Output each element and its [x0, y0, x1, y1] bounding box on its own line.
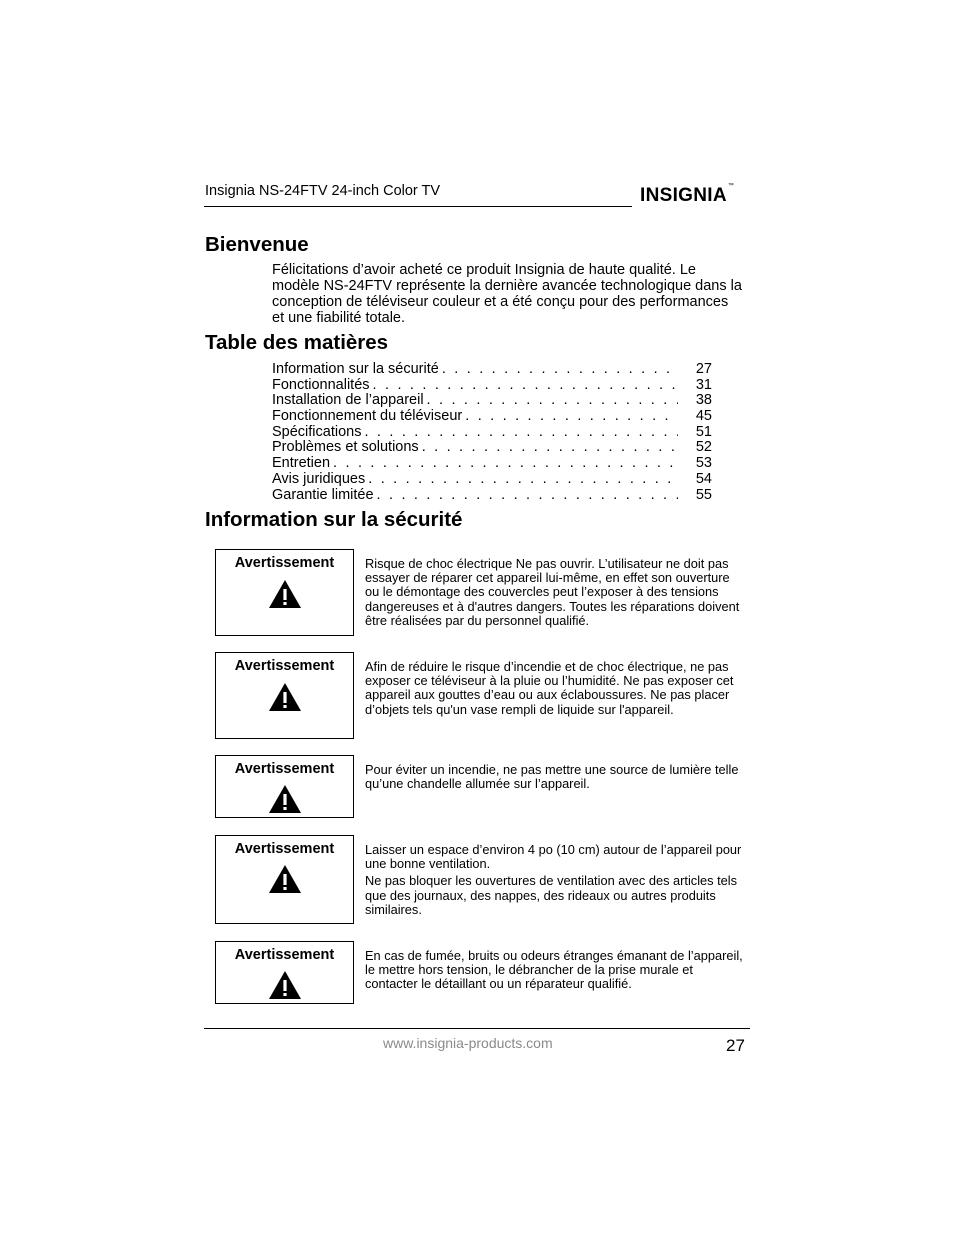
- toc-heading: Table des matières: [205, 331, 389, 354]
- warning-box: [215, 652, 354, 739]
- toc-entry-page: 52: [695, 439, 712, 456]
- warning-paragraph: Laisser un espace d’environ 4 po (10 cm) autour de l’appareil pour une bonne ventilation.: [365, 842, 742, 872]
- warning-triangle-icon: [268, 784, 302, 814]
- toc-leader-dots: [377, 488, 678, 504]
- welcome-text: Félicitations d’avoir acheté ce produit Insignia de haute qualité. Le modèle NS-24FTV représente la dernière avancée technologique dans la conception de téléviseur couleur et a été conçu pour des performances et une fiabilité totale.: [272, 262, 742, 326]
- toc-entry[interactable]: [272, 440, 712, 456]
- warning-triangle-icon: [268, 579, 302, 609]
- warning-paragraph: Ne pas bloquer les ouvertures de ventilation avec des articles tels que des journaux, des nappes, des rideaux ou autres produits similaires.: [365, 873, 738, 917]
- warning-paragraph: Pour éviter un incendie, ne pas mettre une source de lumière telle qu’une chandelle allumée sur l’appareil.: [365, 762, 739, 792]
- toc-leader-dots: [427, 393, 678, 409]
- warning-text: [365, 660, 743, 720]
- insignia-logo: [640, 185, 734, 207]
- trademark-symbol: ™: [727, 183, 735, 189]
- warning-triangle-icon: [268, 864, 302, 894]
- toc-entry-label: Installation de l’appareil: [272, 392, 424, 409]
- warning-label: Avertissement: [234, 761, 335, 777]
- warning-box: [215, 835, 354, 924]
- warning-triangle-icon: [268, 682, 302, 712]
- toc-entry-label: Entretien: [272, 455, 331, 472]
- warning-triangle-icon: [268, 970, 302, 1000]
- toc-entry[interactable]: [272, 378, 712, 394]
- header-divider: [204, 206, 632, 207]
- toc-entry-page: 51: [695, 423, 712, 440]
- warning-text: [365, 949, 743, 995]
- warning-box: [215, 755, 354, 818]
- toc-entry[interactable]: [272, 488, 712, 504]
- toc-entry[interactable]: [272, 362, 712, 378]
- warning-paragraph: Afin de réduire le risque d’incendie et de choc électrique, ne pas exposer ce téléviseur à la pluie ou l’humidité. Ne pas exposer cet appareil aux gouttes d’eau ou aux éclaboussures. Ne pas placer d’objets tels qu'un vase rempli de liquide sur l'appareil.: [365, 659, 734, 717]
- toc-leader-dots: [333, 456, 678, 472]
- toc-leader-dots: [465, 409, 678, 425]
- toc-entry-label: Spécifications: [272, 423, 362, 440]
- warning-text: [365, 843, 743, 920]
- toc-entry-label: Problèmes et solutions: [272, 439, 419, 456]
- table-of-contents: [272, 362, 712, 503]
- warning-paragraph: Risque de choc électrique Ne pas ouvrir. L’utilisateur ne doit pas essayer de réparer cet appareil lui-même, en effet son ouverture ou le démontage des couvercles peut l’exposer à des tensions dangereuses et à d'autres dangers. Toutes les réparations doivent être réalisées par du personnel qualifié.: [365, 556, 740, 628]
- warning-text: [365, 763, 743, 794]
- document-title: Insignia NS-24FTV 24-inch Color TV: [205, 183, 441, 199]
- warning-paragraph: En cas de fumée, bruits ou odeurs étranges émanant de l’appareil, le mettre hors tension, le débrancher de la prise murale et contacter le détaillant ou un réparateur qualifié.: [365, 948, 743, 992]
- brand-name: INSIGNIA: [640, 185, 727, 206]
- toc-leader-dots: [442, 362, 678, 378]
- toc-leader-dots: [368, 472, 678, 488]
- toc-leader-dots: [422, 440, 678, 456]
- toc-entry[interactable]: [272, 409, 712, 425]
- warning-box: [215, 549, 354, 636]
- warning-label: Avertissement: [234, 841, 335, 857]
- warning-text: [365, 557, 743, 631]
- warning-label: Avertissement: [234, 947, 335, 963]
- toc-leader-dots: [364, 425, 678, 441]
- toc-entry[interactable]: [272, 456, 712, 472]
- website-link[interactable]: www.insignia-products.com: [383, 1035, 553, 1051]
- toc-entry-page: 54: [695, 470, 712, 487]
- toc-entry[interactable]: [272, 472, 712, 488]
- warning-label: Avertissement: [234, 555, 335, 571]
- warning-label: Avertissement: [234, 658, 335, 674]
- footer-divider: [204, 1028, 750, 1029]
- toc-entry-page: 55: [695, 486, 712, 503]
- toc-entry-page: 31: [695, 376, 712, 393]
- toc-entry-page: 45: [695, 408, 712, 425]
- toc-entry-label: Garantie limitée: [272, 486, 374, 503]
- warning-box: [215, 941, 354, 1004]
- toc-entry-page: 53: [695, 455, 712, 472]
- safety-heading: Information sur la sécurité: [205, 508, 463, 531]
- toc-entry-label: Fonctionnalités: [272, 376, 370, 393]
- toc-entry-page: 38: [695, 392, 712, 409]
- toc-entry-label: Fonctionnement du téléviseur: [272, 408, 463, 425]
- toc-entry-page: 27: [695, 361, 712, 377]
- toc-entry-label: Information sur la sécurité: [272, 361, 439, 377]
- toc-leader-dots: [373, 378, 678, 394]
- toc-entry-label: Avis juridiques: [272, 470, 366, 487]
- toc-entry[interactable]: [272, 425, 712, 441]
- toc-entry[interactable]: [272, 393, 712, 409]
- welcome-heading: Bienvenue: [205, 233, 309, 256]
- page-number: 27: [726, 1036, 745, 1055]
